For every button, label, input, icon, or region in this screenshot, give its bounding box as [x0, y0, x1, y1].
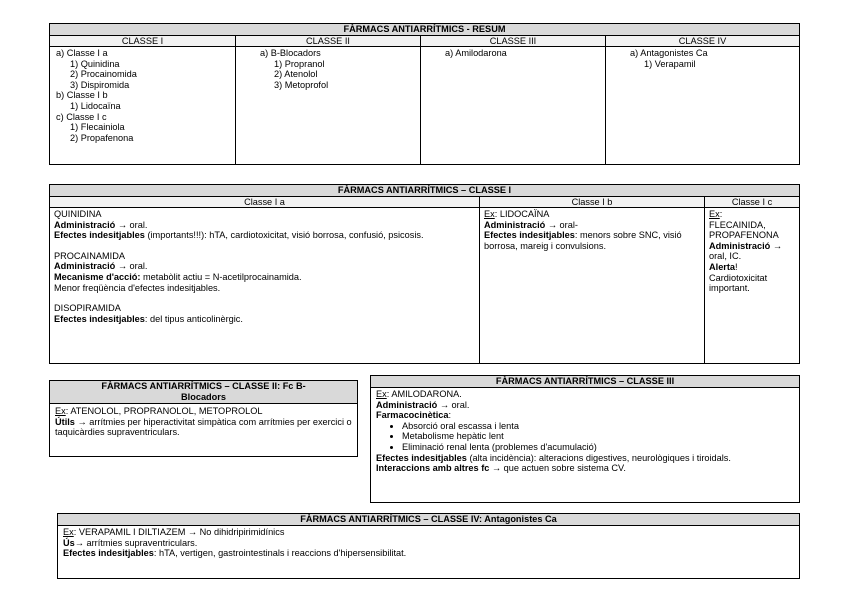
ex-label: Ex — [55, 406, 66, 416]
ex-label: Ex — [376, 389, 387, 399]
admin-label: Administració — [376, 399, 438, 410]
alerta-label: Alerta — [709, 261, 736, 272]
ex-label: Ex — [484, 209, 495, 219]
list-item: • Absorció oral escassa i lenta — [402, 421, 796, 432]
resum-title: FÀRMACS ANTIARRÍTMICS - RESUM — [50, 24, 799, 36]
resum-item: a) Amilodarona — [445, 48, 507, 58]
procainamida-menor: Menor freqüència d'efectes indesitjables. — [54, 282, 221, 293]
resum-item: 1) Lidocaïna — [70, 100, 121, 111]
quinidina-efectes: (importants!!!): hTA, cardiotoxicitat, visió borrosa, confusió, psicosis. — [144, 230, 424, 241]
admin-label: Administració — [484, 219, 546, 230]
efectes-label: Efectes indesitjables — [484, 230, 575, 241]
classe3-table — [370, 375, 800, 503]
flecainida-admin: → oral, IC. — [709, 240, 783, 262]
mecanisme-label: Mecanisme d'acció: — [54, 271, 141, 282]
lidocaina-efectes: : menors sobre SNC, visió borrosa, mareig i convulsions. — [484, 230, 682, 251]
resum-header-classe-iv: CLASSE IV — [606, 36, 799, 47]
resum-col-classe-iii — [421, 47, 606, 164]
classe1-table — [49, 184, 800, 364]
classe2-table — [49, 380, 358, 457]
resum-col-classe-ii — [236, 47, 421, 164]
resum-item: 1) Verapamil — [644, 58, 696, 69]
classe4-title: FÀRMACS ANTIARRÍTMICS – CLASSE IV: Antagonistes Ca — [58, 514, 799, 526]
procainamida-mecanisme: metabòlit actiu = N-acetilprocainamida. — [140, 271, 302, 282]
admin-label: Administració — [54, 219, 116, 230]
us-label: Ús — [63, 537, 75, 548]
resum-item: 2) Atenolol — [274, 69, 318, 80]
cardiotoxicitat-text: Cardiotoxicitat important. — [709, 272, 768, 294]
classe4-names: : VERAPAMIL I DILTIAZEM → No dihidripirimidínics — [73, 527, 285, 537]
classe4-us: → arrítmies supraventriculars. — [74, 537, 198, 548]
resum-item: 2) Procainomida — [70, 69, 137, 80]
classe1-title: FÀRMACS ANTIARRÍTMICS – CLASSE I — [50, 185, 799, 197]
efectes-label: Efectes indesitjables — [63, 548, 154, 559]
classe3-efectes: (alta incidència): alteracions digestives, neurològiques i tiroidals. — [466, 452, 731, 463]
classe3-title: FÀRMACS ANTIARRÍTMICS – CLASSE III — [371, 376, 799, 388]
list-item: • Metabolisme hepàtic lent — [402, 431, 796, 442]
ex-label: Ex — [63, 527, 74, 537]
classe4-table — [57, 513, 800, 579]
classe2-utils: → arrítmies per hiperactivitat simpàtica com arrítmies per exercici o taquicàrdies supraventriculars. — [55, 416, 352, 438]
ex-label: Ex — [709, 209, 720, 219]
classe2-names: : ATENOLOL, PROPRANOLOL, METOPROLOL — [65, 406, 263, 416]
quinidina-heading: QUINIDINA — [54, 209, 102, 219]
list-item: • Eliminació renal lenta (problemes d'acumulació) — [402, 442, 796, 453]
flecainida-names: FLECAINIDA, PROPAFENONA — [709, 219, 779, 241]
classe4-efectes: : hTA, vertigen, gastrointestinals i reaccions d'hipersensibilitat. — [153, 548, 407, 559]
resum-item: 3) Metoprofol — [274, 79, 329, 90]
admin-label: Administració — [709, 240, 771, 251]
disopiramida-efectes: : del tipus anticolinèrgic. — [144, 313, 243, 324]
resum-item: 1) Flecainiola — [70, 122, 125, 133]
classe3-interaccions: → que actuen sobre sistema CV. — [489, 463, 626, 474]
resum-header-classe-iii: CLASSE III — [421, 36, 606, 47]
resum-header-classe-i: CLASSE I — [50, 36, 236, 47]
procainamida-heading: PROCAINAMIDA — [54, 250, 125, 261]
classe1-col-ia — [50, 208, 480, 363]
resum-item: a) Antagonistes Ca — [630, 48, 708, 58]
classe3-admin: → oral. — [437, 399, 470, 410]
alerta-mark: ! — [735, 261, 738, 272]
quinidina-admin: → oral. — [115, 219, 148, 230]
lidocaina-name: : LIDOCAÏNA — [494, 209, 550, 219]
efectes-label: Efectes indesitjables — [54, 230, 145, 241]
resum-col-classe-iv — [606, 47, 799, 164]
lidocaina-admin: → oral- — [545, 219, 578, 230]
disopiramida-heading: DISOPIRAMIDA — [54, 303, 121, 314]
resum-item: a) Classe I a — [56, 48, 108, 58]
classe2-title-line2: Blocadors — [181, 391, 226, 402]
resum-col-classe-i — [50, 47, 236, 164]
classe3-name: : AMILODARONA. — [386, 389, 462, 399]
resum-table — [49, 23, 800, 165]
farmacocinetica-label: Farmacocinètica — [376, 410, 449, 421]
classe2-title-line1: FÀRMACS ANTIARRÍTMICS – CLASSE II: Fc B- — [101, 381, 306, 391]
classe1-col-ib — [480, 208, 705, 363]
resum-item: c) Classe I c — [56, 111, 107, 122]
resum-header-classe-ii: CLASSE II — [236, 36, 421, 47]
classe1-header-ia: Classe I a — [50, 197, 480, 208]
classe1-header-ic: Classe I c — [705, 197, 799, 208]
ex-colon: : — [719, 209, 723, 219]
efectes-label: Efectes indesitjables — [376, 452, 467, 463]
farmacocinetica-colon: : — [448, 410, 452, 421]
interaccions-label: Interaccions amb altres fc — [376, 463, 490, 474]
classe2-title — [50, 381, 357, 404]
efectes-label: Efectes indesitjables — [54, 313, 145, 324]
resum-item: 2) Propafenona — [70, 132, 134, 143]
resum-item: 1) Propranol — [274, 58, 325, 69]
resum-item: a) B-Blocadors — [260, 48, 321, 58]
procainamida-admin: → oral. — [115, 261, 148, 272]
farmacocinetica-list — [376, 421, 796, 453]
utils-label: Útils — [55, 416, 75, 427]
classe1-header-ib: Classe I b — [480, 197, 705, 208]
resum-item: 3) Dispiromida — [70, 79, 130, 90]
resum-item: b) Classe I b — [56, 90, 108, 101]
admin-label: Administració — [54, 261, 116, 272]
resum-item: 1) Quinidina — [70, 58, 120, 69]
classe1-col-ic — [705, 208, 799, 363]
